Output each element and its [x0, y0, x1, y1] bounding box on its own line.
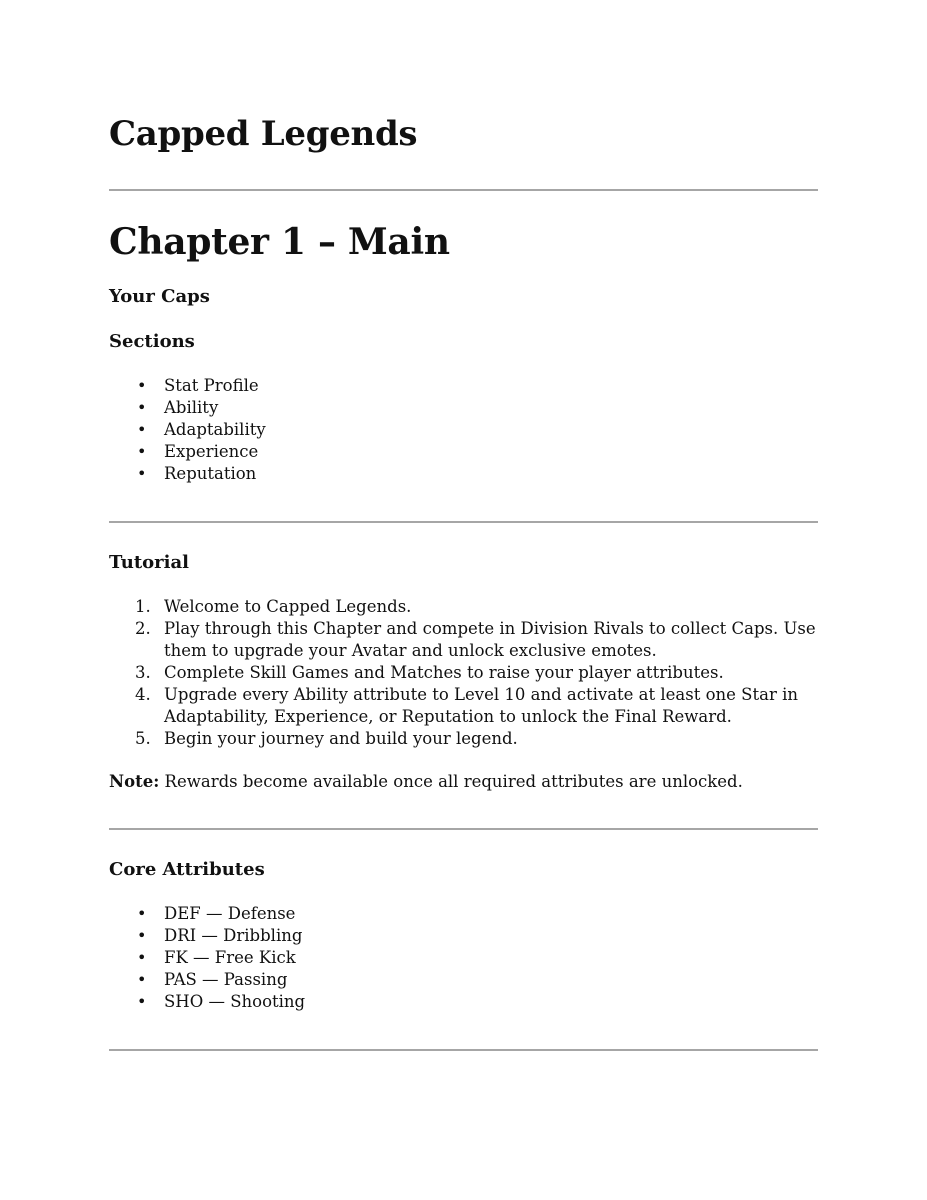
divider — [109, 828, 818, 830]
step-text: Begin your journey and build your legend. — [164, 729, 518, 748]
step-text: Complete Skill Games and Matches to raise your player attributes. — [164, 663, 724, 682]
list-item — [109, 947, 818, 969]
list-item — [109, 728, 818, 750]
sections-heading: Sections — [109, 331, 195, 352]
document-title: Capped Legends — [109, 114, 418, 154]
note-text: Rewards become available once all required attributes are unlocked. — [159, 772, 743, 791]
list-item — [109, 441, 818, 463]
list-item-text: Reputation — [164, 464, 257, 483]
list-item — [109, 991, 818, 1013]
list-item-text: DEF — Defense — [164, 904, 296, 923]
step-number: 2. — [135, 619, 151, 638]
list-item — [109, 375, 818, 397]
tutorial-note — [109, 771, 818, 793]
bullet-icon: • — [137, 464, 147, 483]
list-item — [109, 596, 818, 618]
list-item — [109, 684, 818, 728]
bullet-icon: • — [137, 442, 147, 461]
step-text: Welcome to Capped Legends. — [164, 597, 412, 616]
list-item — [109, 925, 818, 947]
divider — [109, 1049, 818, 1051]
bullet-icon: • — [137, 948, 147, 967]
list-item-text: FK — Free Kick — [164, 948, 296, 967]
bullet-icon: • — [137, 376, 147, 395]
step-text: Upgrade every Ability attribute to Level 10 and activate at least one Star in Adaptability, Experience, or Reputation to unlock the Final Reward. — [164, 685, 798, 726]
step-text: Play through this Chapter and compete in Division Rivals to collect Caps. Use them to upgrade your Avatar and unlock exclusive emotes. — [164, 619, 816, 660]
list-item-text: Ability — [164, 398, 219, 417]
step-number: 1. — [135, 597, 151, 616]
tutorial-steps-list — [109, 596, 818, 750]
list-item — [109, 618, 818, 662]
chapter-title: Chapter 1 – Main — [109, 221, 450, 263]
your-caps-heading: Your Caps — [109, 286, 210, 307]
list-item — [109, 419, 818, 441]
divider — [109, 189, 818, 191]
bullet-icon: • — [137, 420, 147, 439]
step-number: 4. — [135, 685, 151, 704]
step-number: 3. — [135, 663, 151, 682]
list-item-text: PAS — Passing — [164, 970, 288, 989]
list-item — [109, 662, 818, 684]
list-item-text: SHO — Shooting — [164, 992, 306, 1011]
divider — [109, 521, 818, 523]
bullet-icon: • — [137, 904, 147, 923]
bullet-icon: • — [137, 926, 147, 945]
list-item — [109, 903, 818, 925]
core-attributes-list — [109, 903, 818, 1013]
list-item — [109, 463, 818, 485]
note-label: Note: — [109, 772, 160, 791]
tutorial-heading: Tutorial — [109, 552, 189, 573]
list-item-text: Adaptability — [164, 420, 266, 439]
bullet-icon: • — [137, 398, 147, 417]
list-item — [109, 969, 818, 991]
list-item-text: Experience — [164, 442, 259, 461]
bullet-icon: • — [137, 992, 147, 1011]
sections-list — [109, 375, 818, 485]
list-item-text: DRI — Dribbling — [164, 926, 303, 945]
core-attributes-heading: Core Attributes — [109, 859, 265, 880]
bullet-icon: • — [137, 970, 147, 989]
list-item-text: Stat Profile — [164, 376, 259, 395]
list-item — [109, 397, 818, 419]
step-number: 5. — [135, 729, 151, 748]
